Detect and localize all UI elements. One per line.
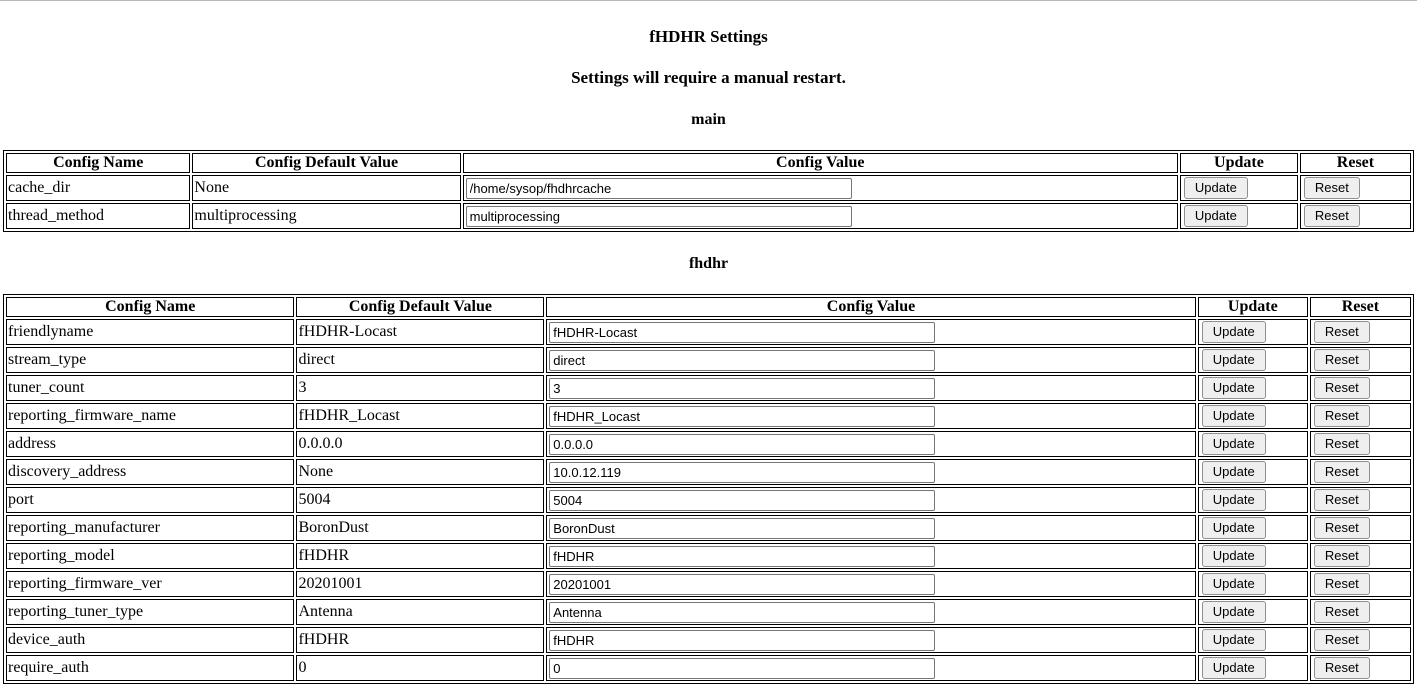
reset-cell	[1310, 347, 1411, 373]
config-row	[6, 543, 1411, 569]
column-header: Config Default Value	[296, 297, 544, 317]
config-name: stream_type	[6, 347, 294, 373]
config-row	[6, 203, 1411, 229]
config-value-cell	[546, 487, 1195, 513]
config-default-value: 5004	[296, 487, 544, 513]
config-value-cell	[463, 175, 1178, 201]
config-default-value: 3	[296, 375, 544, 401]
update-cell	[1198, 655, 1308, 681]
update-button-tuner_count[interactable]: Update	[1202, 377, 1266, 399]
reset-cell	[1300, 203, 1411, 229]
config-name: friendlyname	[6, 319, 294, 345]
header-row	[6, 297, 1411, 317]
config-value-input-stream_type[interactable]	[549, 350, 935, 371]
reset-cell	[1310, 543, 1411, 569]
page-root	[3, 27, 1414, 684]
settings-table-main	[3, 150, 1414, 232]
config-row	[6, 459, 1411, 485]
config-name: reporting_manufacturer	[6, 515, 294, 541]
update-cell	[1198, 459, 1308, 485]
config-row	[6, 655, 1411, 681]
config-value-input-require_auth[interactable]	[549, 658, 935, 679]
config-default-value: None	[296, 459, 544, 485]
config-value-input-reporting_tuner_type[interactable]	[549, 602, 935, 623]
config-value-cell	[546, 431, 1195, 457]
reset-cell	[1300, 175, 1411, 201]
config-value-cell	[546, 459, 1195, 485]
config-value-cell	[546, 403, 1195, 429]
update-cell	[1198, 487, 1308, 513]
reset-button-reporting_tuner_type[interactable]: Reset	[1314, 601, 1370, 623]
update-cell	[1180, 203, 1298, 229]
update-cell	[1198, 431, 1308, 457]
update-cell	[1198, 403, 1308, 429]
config-value-cell	[546, 515, 1195, 541]
config-default-value: direct	[296, 347, 544, 373]
page-title: fHDHR Settings	[649, 27, 768, 46]
config-name: reporting_tuner_type	[6, 599, 294, 625]
reset-cell	[1310, 655, 1411, 681]
config-value-input-friendlyname[interactable]	[549, 322, 935, 343]
config-value-input-tuner_count[interactable]	[549, 378, 935, 399]
reset-button-reporting_manufacturer[interactable]: Reset	[1314, 517, 1370, 539]
config-default-value: Antenna	[296, 599, 544, 625]
column-header: Config Name	[6, 297, 294, 317]
update-button-device_auth[interactable]: Update	[1202, 629, 1266, 651]
update-button-friendlyname[interactable]: Update	[1202, 321, 1266, 343]
config-value-input-discovery_address[interactable]	[549, 462, 935, 483]
config-value-cell	[546, 319, 1195, 345]
config-value-input-port[interactable]	[549, 490, 935, 511]
update-button-require_auth[interactable]: Update	[1202, 657, 1266, 679]
config-name: cache_dir	[6, 175, 190, 201]
reset-cell	[1310, 403, 1411, 429]
config-default-value: fHDHR	[296, 627, 544, 653]
config-value-input-thread_method[interactable]	[466, 206, 852, 227]
config-value-cell	[546, 347, 1195, 373]
config-name: reporting_firmware_ver	[6, 571, 294, 597]
settings-sections	[3, 111, 1414, 684]
section-title-main: main	[691, 111, 726, 128]
reset-button-address[interactable]: Reset	[1314, 433, 1370, 455]
column-header: Update	[1198, 297, 1308, 317]
reset-cell	[1310, 515, 1411, 541]
config-default-value: 20201001	[296, 571, 544, 597]
update-button-reporting_firmware_ver[interactable]: Update	[1202, 573, 1266, 595]
config-row	[6, 571, 1411, 597]
update-cell	[1198, 515, 1308, 541]
reset-cell	[1310, 431, 1411, 457]
config-name: device_auth	[6, 627, 294, 653]
reset-button-cache_dir[interactable]: Reset	[1304, 177, 1360, 199]
config-name: tuner_count	[6, 375, 294, 401]
config-value-input-reporting_manufacturer[interactable]	[549, 518, 935, 539]
config-name: thread_method	[6, 203, 190, 229]
config-value-cell	[546, 655, 1195, 681]
config-value-input-reporting_model[interactable]	[549, 546, 935, 567]
config-default-value: fHDHR	[296, 543, 544, 569]
update-button-address[interactable]: Update	[1202, 433, 1266, 455]
config-value-cell	[546, 543, 1195, 569]
update-button-reporting_firmware_name[interactable]: Update	[1202, 405, 1266, 427]
reset-button-friendlyname[interactable]: Reset	[1314, 321, 1370, 343]
config-default-value: 0	[296, 655, 544, 681]
config-value-cell	[546, 599, 1195, 625]
reset-button-device_auth[interactable]: Reset	[1314, 629, 1370, 651]
config-value-input-reporting_firmware_name[interactable]	[549, 406, 935, 427]
reset-cell	[1310, 459, 1411, 485]
config-default-value: multiprocessing	[192, 203, 460, 229]
reset-button-stream_type[interactable]: Reset	[1314, 349, 1370, 371]
column-header: Config Default Value	[192, 153, 460, 173]
column-header: Reset	[1300, 153, 1411, 173]
reset-cell	[1310, 571, 1411, 597]
config-value-cell	[546, 375, 1195, 401]
column-header: Config Value	[463, 153, 1178, 173]
config-name: require_auth	[6, 655, 294, 681]
column-header: Config Value	[546, 297, 1195, 317]
config-value-input-reporting_firmware_ver[interactable]	[549, 574, 935, 595]
update-cell	[1198, 599, 1308, 625]
reset-button-reporting_firmware_ver[interactable]: Reset	[1314, 573, 1370, 595]
reset-button-thread_method[interactable]: Reset	[1304, 205, 1360, 227]
update-cell	[1198, 347, 1308, 373]
config-name: address	[6, 431, 294, 457]
update-button-port[interactable]: Update	[1202, 489, 1266, 511]
config-default-value: None	[192, 175, 460, 201]
column-header: Update	[1180, 153, 1298, 173]
config-value-cell	[546, 627, 1195, 653]
update-cell	[1198, 375, 1308, 401]
reset-cell	[1310, 627, 1411, 653]
reset-button-tuner_count[interactable]: Reset	[1314, 377, 1370, 399]
config-name: reporting_model	[6, 543, 294, 569]
update-button-discovery_address[interactable]: Update	[1202, 461, 1266, 483]
config-row	[6, 627, 1411, 653]
config-row	[6, 487, 1411, 513]
update-button-stream_type[interactable]: Update	[1202, 349, 1266, 371]
update-button-cache_dir[interactable]: Update	[1184, 177, 1248, 199]
config-row	[6, 599, 1411, 625]
update-button-reporting_tuner_type[interactable]: Update	[1202, 601, 1266, 623]
config-default-value: 0.0.0.0	[296, 431, 544, 457]
reset-button-reporting_firmware_name[interactable]: Reset	[1314, 405, 1370, 427]
config-name: reporting_firmware_name	[6, 403, 294, 429]
update-button-reporting_manufacturer[interactable]: Update	[1202, 517, 1266, 539]
config-value-input-device_auth[interactable]	[549, 630, 935, 651]
update-button-reporting_model[interactable]: Update	[1202, 545, 1266, 567]
config-row	[6, 319, 1411, 345]
reset-cell	[1310, 487, 1411, 513]
reset-button-discovery_address[interactable]: Reset	[1314, 461, 1370, 483]
reset-cell	[1310, 375, 1411, 401]
reset-button-require_auth[interactable]: Reset	[1314, 657, 1370, 679]
reset-cell	[1310, 599, 1411, 625]
restart-warning: Settings will require a manual restart.	[571, 68, 846, 87]
update-cell	[1198, 627, 1308, 653]
reset-button-port[interactable]: Reset	[1314, 489, 1370, 511]
update-cell	[1180, 175, 1298, 201]
reset-cell	[1310, 319, 1411, 345]
reset-button-reporting_model[interactable]: Reset	[1314, 545, 1370, 567]
config-default-value: BoronDust	[296, 515, 544, 541]
config-row	[6, 515, 1411, 541]
config-default-value: fHDHR-Locast	[296, 319, 544, 345]
config-row	[6, 375, 1411, 401]
config-default-value: fHDHR_Locast	[296, 403, 544, 429]
column-header: Config Name	[6, 153, 190, 173]
config-value-input-address[interactable]	[549, 434, 935, 455]
header-row	[6, 153, 1411, 173]
update-cell	[1198, 571, 1308, 597]
config-row	[6, 431, 1411, 457]
config-name: port	[6, 487, 294, 513]
config-value-cell	[463, 203, 1178, 229]
config-row	[6, 347, 1411, 373]
section-title-fhdhr: fhdhr	[688, 255, 729, 272]
update-cell	[1198, 319, 1308, 345]
update-button-thread_method[interactable]: Update	[1184, 205, 1248, 227]
column-header: Reset	[1310, 297, 1411, 317]
settings-table-fhdhr	[3, 294, 1414, 684]
config-value-input-cache_dir[interactable]	[466, 178, 852, 199]
config-name: discovery_address	[6, 459, 294, 485]
config-row	[6, 175, 1411, 201]
config-row	[6, 403, 1411, 429]
update-cell	[1198, 543, 1308, 569]
config-value-cell	[546, 571, 1195, 597]
